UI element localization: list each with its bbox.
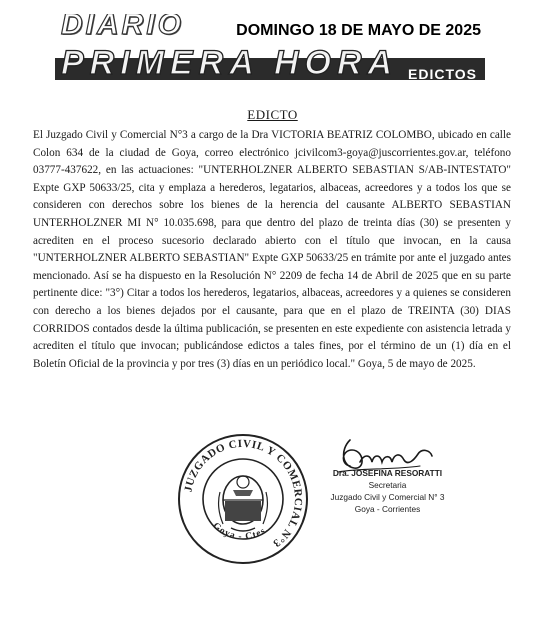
newspaper-masthead	[55, 14, 485, 80]
masthead-section-label: EDICTOS	[408, 66, 477, 80]
signatory-location: Goya - Corrientes	[354, 504, 421, 514]
seal-ring-text: JUZGADO CIVIL Y COMERCIAL N°3	[182, 437, 305, 550]
court-seal	[176, 432, 310, 566]
masthead-brand-main: PRIMERA HORA	[61, 44, 399, 80]
publication-date: DOMINGO 18 DE MAYO DE 2025	[236, 22, 481, 39]
seal-bottom-text: Goya - Ctes.	[210, 521, 271, 543]
signature-block	[300, 467, 475, 515]
masthead-brand-top: DIARIO	[61, 14, 184, 41]
coat-of-arms-icon	[219, 476, 268, 531]
edict-title: EDICTO	[247, 107, 298, 122]
signatory-name: Dra. JOSEFINA RESORATTI	[332, 468, 443, 478]
edict-body: El Juzgado Civil y Comercial N°3 a cargo de la Dra VICTORIA BEATRIZ COLOMBO, ubicado en calle Colon 634 de la ciudad de Goya, correo electrónico jcivilcom3-goya@juscorrientes.gov.ar, teléfono 03777-437622, en las actuaciones: "UNTERHOLZNER ALBERTO SEBASTIAN S/AB-INTESTATO" Expte GXP 50633/25, cita y emplaza a herederos, legatarios, albaceas, acreedores y a todos los que se consideren con derechos sobre los bienes de la herencia del causante ALBERTO SEBASTIAN UNTERHOLZNER MI N° 10.035.698, para que dentro del plazo de treinta días (30) se presenten y acrediten en el proceso sucesorio declarado abierto con el título que invocan, en la causa "UNTERHOLZNER ALBERTO SEBASTIAN" Expte GXP 50633/25 en trámite por ante el juzgado antes mencionado. Así se ha dispuesto en la Resolución N° 2209 de fecha 14 de Abril de 2025 que en su parte pertinente dice: "3°) Citar a todos los herederos, legatarios, albaceas, acreedores y a quienes se consideren con derecho a los bienes dejados por el causante, para que en el plazo de TREINTA (30) DIAS CORRIDOS contados desde la última publicación, se presenten en este expediente con asistencia letrada y acrediten el título que invocan; publicándose edictos a tales fines, por el término de un (1) día en el Boletín Oficial de la provincia y por tres (3) días en un periódico local." Goya, 5 de mayo de 2025.	[33, 129, 511, 370]
seal-outer-ring	[179, 435, 307, 563]
signatory-role: Secretaria	[368, 480, 407, 490]
signatory-court: Juzgado Civil y Comercial N° 3	[330, 492, 445, 502]
